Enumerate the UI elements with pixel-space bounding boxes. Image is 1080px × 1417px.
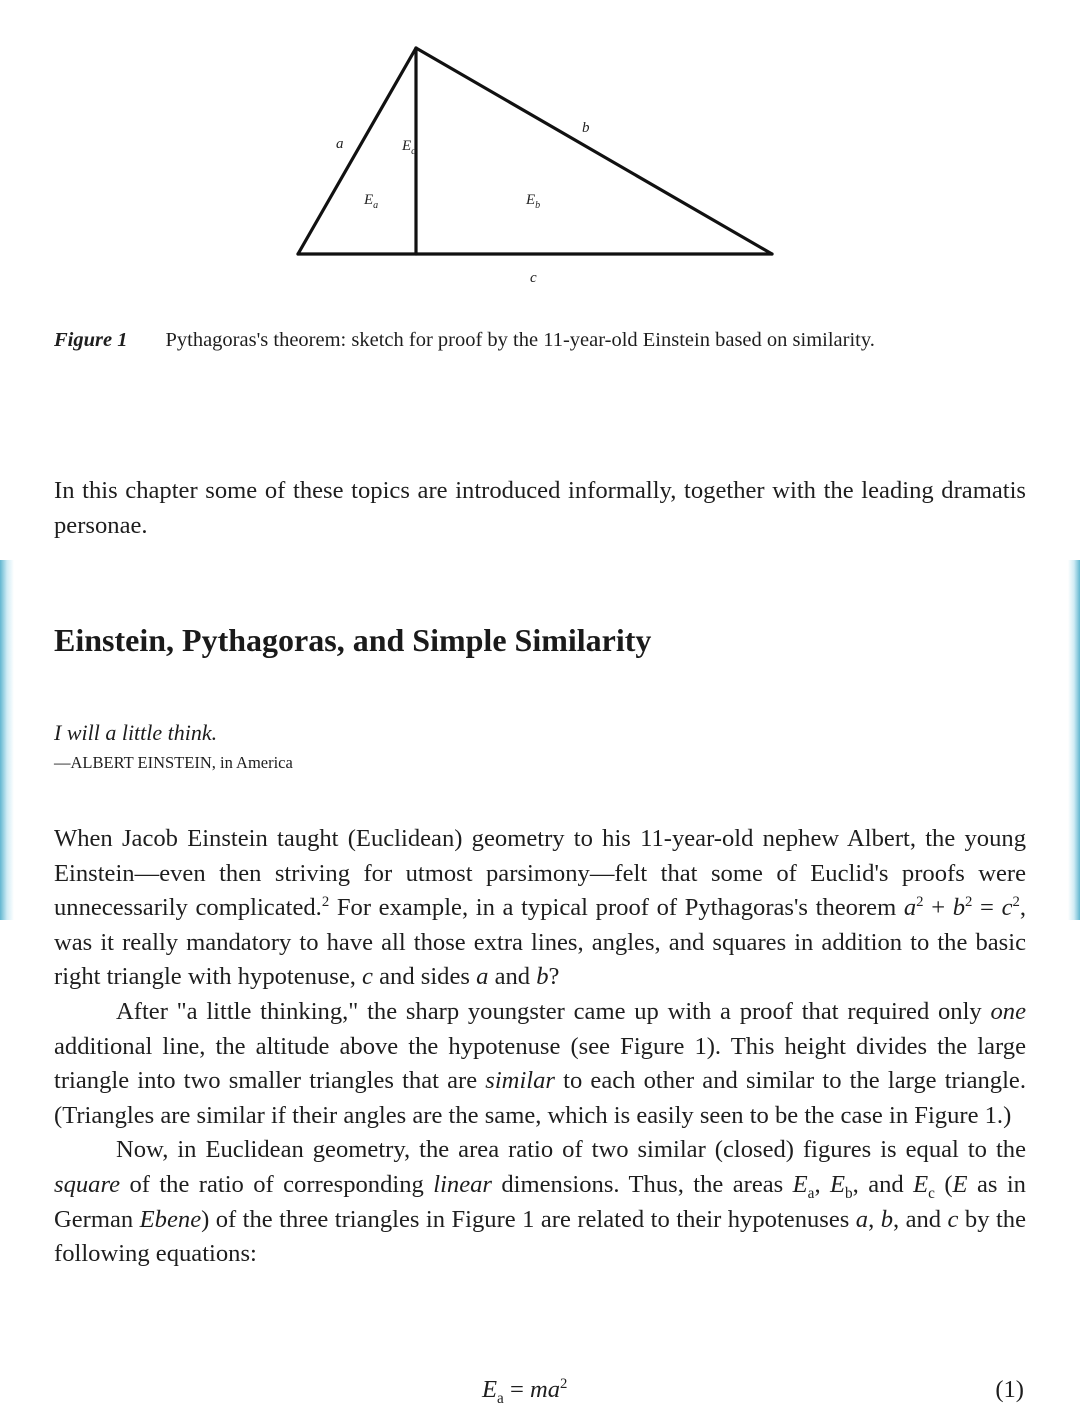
intro-paragraph: In this chapter some of these topics are introduced informally, together with the leading dramatis personae. bbox=[54, 477, 1026, 539]
footnote-marker: 2 bbox=[321, 894, 330, 910]
equation-1-number: (1) bbox=[995, 1376, 1024, 1403]
equation-1 bbox=[54, 1376, 1026, 1412]
label-side-c: c bbox=[530, 270, 537, 286]
equation-1-body: $E_a = ma^2$ bbox=[482, 1375, 568, 1407]
label-side-a: a bbox=[336, 136, 344, 152]
figure-caption-label: Figure 1 bbox=[54, 329, 128, 351]
section-heading: Einstein, Pythagoras, and Simple Similarity bbox=[54, 622, 652, 658]
paragraph-2: After "a little thinking," the sharp youngster came up with a proof that required only one additional line, the altitude above the hypotenuse (see Figure 1). This height divides the large triangle into two smaller triangles that are similar to each other and similar to the large triangle. (Triangles are similar if their angles are the same, which is easily seen to be the case in Figure 1.) bbox=[54, 997, 1026, 1129]
label-area-ea: $E_a$ bbox=[364, 192, 379, 211]
figure-caption bbox=[54, 326, 1024, 355]
epigraph-quote: I will a little think. bbox=[54, 720, 218, 745]
epigraph-attribution: —ALBERT EINSTEIN, in America bbox=[54, 753, 293, 772]
paragraph-3: Now, in Euclidean geometry, the area ratio of two similar (closed) figures is equal to the square of the ratio of corresponding linear dimensions. Thus, the areas $E_a$, $E_b$, and $E_c$ (E as in German Ebene) of the three triangles in Figure 1 are related to their hypotenuses a, b, and c by the following equations: bbox=[54, 1136, 1026, 1268]
page-edge-shadow-left bbox=[0, 560, 14, 920]
paragraph-1: When Jacob Einstein taught (Euclidean) geometry to his 11-year-old nephew Albert, the young Einstein—even then striving for utmost parsimony—felt that some of Euclid's proofs were unnecessarily complicated.$^2$ For example, in a typical proof of Pythagoras's theorem $a^2 + b^2 = c^2$, was it really mandatory to have all those extra lines, angles, and squares in addition to the basic right triangle with hypotenuse, c and sides a and b? bbox=[54, 825, 1027, 991]
figure-caption-text: Pythagoras's theorem: sketch for proof by the 11-year-old Einstein based on similarity. bbox=[165, 329, 875, 351]
triangle-side-a bbox=[298, 48, 416, 254]
body-text bbox=[54, 822, 1026, 1272]
page-edge-shadow-right bbox=[1068, 560, 1080, 920]
label-side-b: b bbox=[582, 120, 590, 136]
triangle-side-b bbox=[416, 48, 772, 254]
label-area-eb: $E_b$ bbox=[526, 192, 541, 211]
epigraph bbox=[54, 718, 654, 776]
label-area-ec: $E_c$ bbox=[402, 138, 416, 157]
figure-1-diagram bbox=[280, 38, 800, 288]
